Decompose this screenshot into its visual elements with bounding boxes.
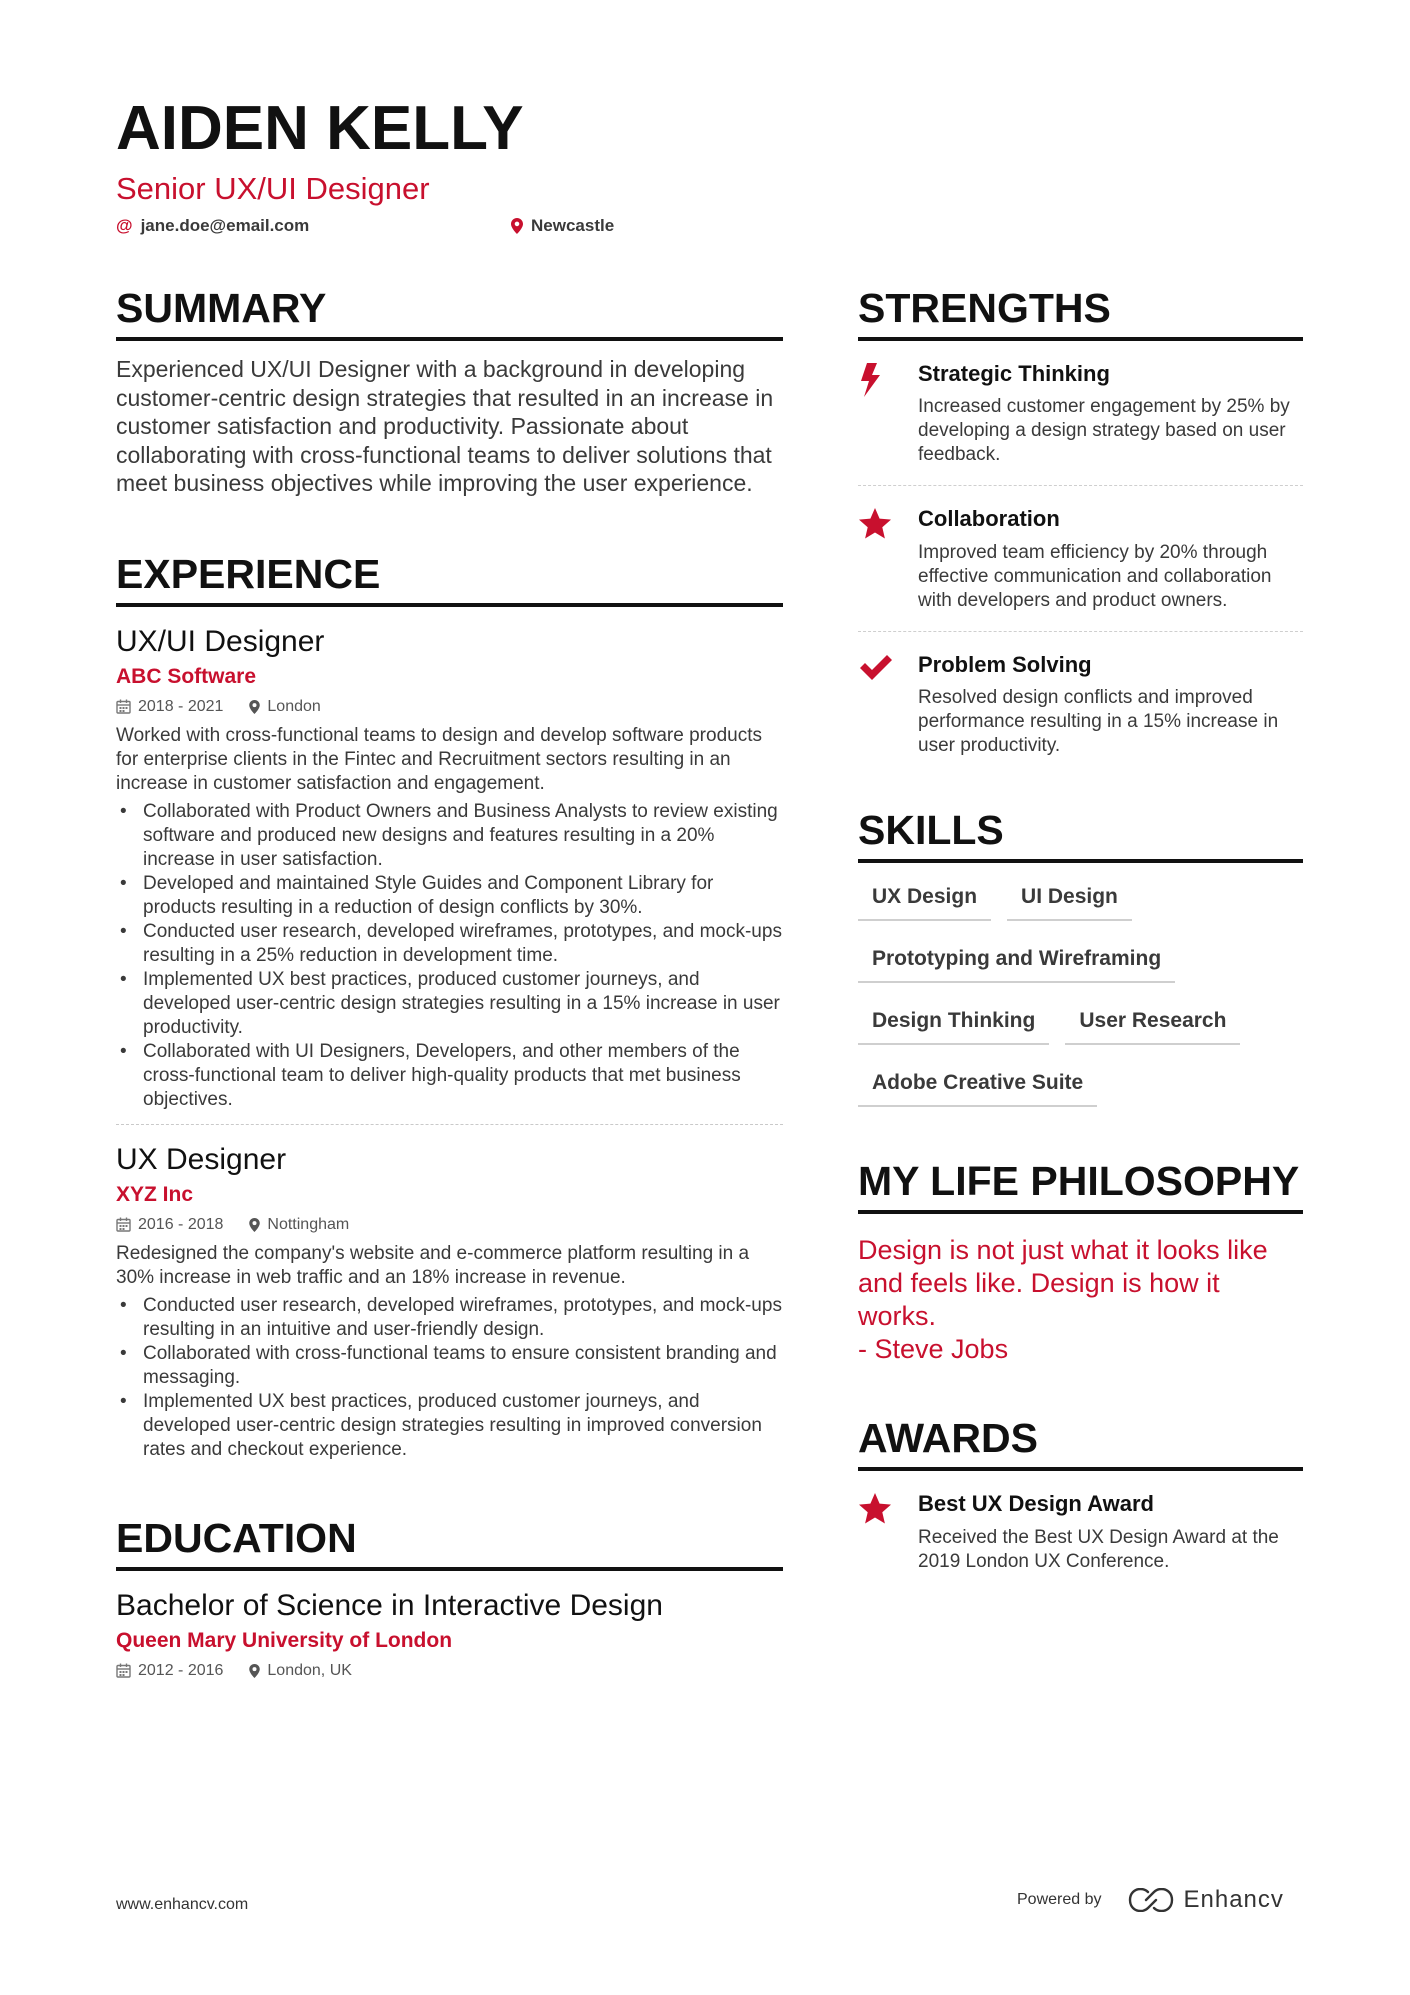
strength-item	[858, 341, 1303, 486]
job-entry	[116, 625, 783, 1125]
job-location	[249, 1216, 349, 1234]
skill-tag: Design Thinking	[858, 999, 1049, 1045]
calendar-icon	[116, 1217, 131, 1232]
degree-title: Bachelor of Science in Interactive Design	[116, 1588, 663, 1622]
location-text: London	[267, 697, 321, 715]
job-title: UX Designer	[116, 1142, 287, 1176]
dates-text: 2018 - 2021	[138, 697, 224, 715]
quote-line: and feels like. Design is how it works.	[858, 1268, 1220, 1332]
awards-section	[858, 1415, 1303, 1573]
job-description: Worked with cross-functional teams to design and develop software products for enterprise clients in the Fintec and Recruitment sectors resulting in an increase in customer satisfaction and engagement.	[116, 724, 762, 794]
award-item	[858, 1471, 1303, 1573]
summary-section	[116, 285, 783, 498]
education-meta	[116, 1662, 783, 1680]
education-location	[249, 1662, 352, 1680]
location-text: Nottingham	[267, 1215, 350, 1233]
enhancv-logo[interactable]	[1128, 1886, 1284, 1914]
calendar-icon	[116, 1663, 131, 1678]
award-description: Received the Best UX Design Award at the 2019 London UX Conference.	[918, 1526, 1279, 1572]
bullet-item: • Developed and maintained Style Guides and Component Library for products resulting in a reduction of design conflicts by 30%.	[116, 872, 783, 920]
summary-text: Experienced UX/UI Designer with a background in developing customer-centric design strategies that resulted in an increase in customer satisfaction and productivity. Passionate about collaborating with cross-functional teams to deliver solutions that meet business objectives while improving the user experience.	[116, 356, 774, 496]
job-dates	[116, 1216, 223, 1234]
skill-tag: Prototyping and Wireframing	[858, 937, 1175, 983]
quote-author: - Steve Jobs	[858, 1334, 1009, 1365]
philosophy-quote	[858, 1234, 1303, 1366]
footer-website[interactable]: www.enhancv.com	[116, 1896, 249, 1913]
quote-line: Design is not just what it looks like	[858, 1235, 1268, 1266]
brand-name: Enhancv	[1183, 1886, 1284, 1913]
enhancv-logo-icon	[1128, 1888, 1174, 1912]
dates-text: 2012 - 2016	[138, 1661, 224, 1679]
left-column	[116, 285, 783, 1680]
company-name: ABC Software	[116, 664, 257, 688]
star-icon	[858, 506, 918, 612]
strengths-title: STRENGTHS	[858, 288, 1303, 341]
dates-text: 2016 - 2018	[138, 1215, 224, 1233]
bullet-item: • Collaborated with Product Owners and Business Analysts to review existing software and produced new designs and features resulting in a 20% increase in user satisfaction.	[116, 800, 783, 872]
job-description: Redesigned the company's website and e-commerce platform resulting in a 30% increase in web traffic and an 18% increase in revenue.	[116, 1242, 750, 1288]
skills-title: SKILLS	[858, 810, 1303, 863]
bullet-item: • Conducted user research, developed wireframes, prototypes, and mock-ups resulting in a 25% reduction in development time.	[116, 920, 783, 968]
job-title: UX/UI Designer	[116, 624, 325, 658]
resume-header	[116, 94, 1296, 236]
job-meta	[116, 698, 783, 716]
checkmark-icon	[858, 652, 918, 758]
strength-description: Resolved design conflicts and improved performance resulting in a 15% increase in user productivity.	[918, 687, 1279, 757]
skill-tag: User Research	[1065, 999, 1240, 1045]
summary-title: SUMMARY	[116, 288, 783, 341]
job-location	[249, 698, 320, 716]
skill-tag: UI Design	[1007, 875, 1132, 921]
location-pin-icon	[249, 700, 260, 714]
powered-by-text: Powered by	[1017, 1891, 1102, 1908]
company-name: XYZ Inc	[116, 1182, 194, 1206]
location-text: Newcastle	[531, 216, 615, 236]
strength-item	[858, 632, 1303, 776]
skills-section	[858, 807, 1303, 1123]
email-text: jane.doe@email.com	[140, 216, 310, 236]
candidate-name: AIDEN KELLY	[116, 94, 524, 163]
strengths-section	[858, 285, 1303, 776]
contact-email[interactable]	[116, 216, 511, 236]
award-title: Best UX Design Award	[918, 1491, 1154, 1517]
skill-tag: Adobe Creative Suite	[858, 1061, 1097, 1107]
job-entry	[116, 1143, 783, 1462]
experience-section	[116, 550, 783, 1462]
education-section	[116, 1514, 783, 1680]
strength-title: Collaboration	[918, 506, 1060, 532]
bullet-item: • Collaborated with UI Designers, Developers, and other members of the cross-functional team to deliver high-quality products that met business objectives.	[116, 1040, 783, 1112]
contact-location	[511, 216, 614, 236]
bullet-item: • Conducted user research, developed wireframes, prototypes, and mock-ups resulting in an intuitive and user-friendly design.	[116, 1294, 783, 1342]
location-text: London, UK	[267, 1661, 352, 1679]
bullet-item: • Implemented UX best practices, produced customer journeys, and developed user-centric design strategies resulting in improved conversion rates and checkout experience.	[116, 1390, 783, 1462]
location-pin-icon	[511, 218, 523, 234]
experience-title: EXPERIENCE	[116, 554, 783, 607]
school-name: Queen Mary University of London	[116, 1628, 453, 1652]
job-bullets	[116, 800, 783, 1112]
strength-description: Improved team efficiency by 20% through effective communication and collaboration with developers and product owners.	[918, 541, 1272, 611]
education-title: EDUCATION	[116, 1518, 783, 1571]
bullet-item: • Collaborated with cross-functional teams to ensure consistent branding and messaging.	[116, 1342, 783, 1390]
job-bullets	[116, 1294, 783, 1462]
skills-list	[858, 875, 1303, 1123]
strength-title: Problem Solving	[918, 651, 1092, 677]
footer-branding	[1017, 1886, 1284, 1914]
candidate-role: Senior UX/UI Designer	[116, 171, 430, 206]
strength-description: Increased customer engagement by 25% by developing a design strategy based on user feedback.	[918, 396, 1290, 466]
right-column	[858, 285, 1303, 1574]
strength-title: Strategic Thinking	[918, 361, 1110, 386]
philosophy-section	[858, 1158, 1303, 1366]
job-divider	[116, 1124, 783, 1125]
awards-title: AWARDS	[858, 1418, 1303, 1471]
location-pin-icon	[249, 1664, 260, 1678]
job-dates	[116, 698, 223, 716]
job-meta	[116, 1216, 783, 1234]
bullet-item: • Implemented UX best practices, produced customer journeys, and developed user-centric design strategies resulting in a 15% increase in user productivity.	[116, 968, 783, 1040]
calendar-icon	[116, 699, 131, 714]
at-icon: @	[116, 216, 133, 236]
star-icon	[858, 1491, 918, 1573]
education-dates	[116, 1662, 223, 1680]
lightning-icon	[858, 361, 918, 467]
location-pin-icon	[249, 1218, 260, 1232]
strength-item	[858, 486, 1303, 631]
skill-tag: UX Design	[858, 875, 991, 921]
contact-info	[116, 216, 1296, 236]
philosophy-title: MY LIFE PHILOSOPHY	[858, 1161, 1303, 1214]
